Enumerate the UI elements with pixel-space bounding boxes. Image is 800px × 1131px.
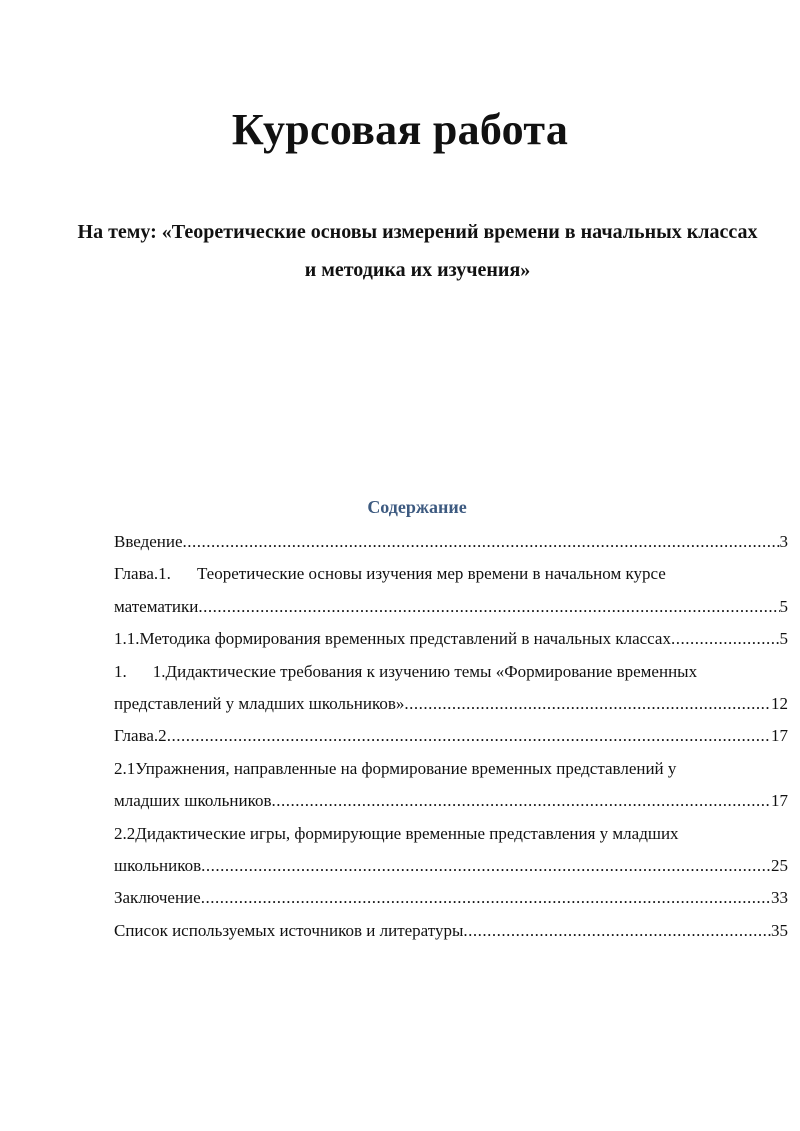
- toc-entry-text: 1.1.Методика формирования временных представлений в начальных классах: [114, 629, 671, 649]
- toc-leader-dots: [671, 623, 780, 655]
- toc-leader-dots: [183, 526, 780, 558]
- toc-page-number: 33: [771, 888, 788, 908]
- toc-page-number: 12: [771, 693, 788, 713]
- toc-leader-dots: [201, 850, 771, 882]
- toc-page-number: 35: [771, 920, 788, 940]
- subtitle-line-2: и методика их изучения»: [304, 259, 531, 281]
- toc-page-number: 3: [779, 532, 788, 551]
- toc-entry-prefix: Глава.1.: [114, 564, 171, 584]
- toc-leader-dots: [463, 915, 771, 947]
- toc-entry-text: представлений у младших школьников»: [114, 693, 405, 713]
- toc-entry-text: Список используемых источников и литературы: [114, 920, 464, 940]
- toc-entry-text: математики: [114, 596, 199, 616]
- toc-entry-prefix: 1.: [114, 661, 127, 681]
- toc-entry-section-2-2-line-1[interactable]: [114, 818, 788, 850]
- toc-entry-introduction[interactable]: [114, 526, 788, 558]
- toc-entry-text: Введение: [114, 532, 183, 551]
- toc-entry-text: Заключение: [114, 888, 201, 908]
- toc-entry-text: младших школьников: [114, 791, 272, 811]
- toc-leader-dots: [272, 785, 772, 817]
- toc-leader-dots: [201, 882, 771, 914]
- toc-entry-section-2-1-line-1[interactable]: [114, 753, 788, 785]
- toc-entry-section-1-1[interactable]: [114, 623, 788, 655]
- toc-entry-section-1-2-line-1[interactable]: [114, 656, 788, 688]
- toc-page-number: 17: [771, 726, 788, 746]
- toc-entry-text: 2.2Дидактические игры, формирующие временные представления у младших: [114, 823, 679, 843]
- toc-page-number: 17: [771, 791, 788, 811]
- toc-entry-text: 2.1Упражнения, направленные на формирование временных представлений у: [114, 758, 677, 778]
- toc-page-number: 5: [779, 629, 788, 649]
- toc-entry-section-1-2-line-2[interactable]: [114, 688, 788, 720]
- toc-page-number: 25: [771, 855, 788, 875]
- toc-entry-text: 1.Дидактические требования к изучению темы «Формирование временных: [152, 661, 698, 681]
- toc-entry-chapter-1-line-1[interactable]: [114, 558, 788, 590]
- toc-heading: Содержание: [367, 497, 467, 517]
- table-of-contents: [114, 526, 788, 947]
- toc-entry-chapter-2[interactable]: [114, 720, 788, 752]
- subtitle-line-1: На тему: «Теоретические основы измерений времени в начальных классах: [77, 221, 758, 243]
- toc-entry-chapter-1-line-2[interactable]: [114, 591, 788, 623]
- toc-entry-conclusion[interactable]: [114, 882, 788, 914]
- toc-entry-text: Глава.2: [114, 726, 167, 746]
- toc-entry-references[interactable]: [114, 915, 788, 947]
- toc-leader-dots: [404, 688, 771, 720]
- document-title: Курсовая работа: [231, 105, 569, 154]
- toc-leader-dots: [167, 720, 771, 752]
- toc-entry-text: Теоретические основы изучения мер времени в начальном курсе: [196, 564, 666, 584]
- toc-entry-section-2-2-line-2[interactable]: [114, 850, 788, 882]
- toc-leader-dots: [198, 591, 779, 623]
- document-subtitle: [40, 213, 795, 289]
- toc-entry-text: школьников: [114, 855, 202, 875]
- toc-page-number: 5: [779, 596, 788, 616]
- toc-entry-section-2-1-line-2[interactable]: [114, 785, 788, 817]
